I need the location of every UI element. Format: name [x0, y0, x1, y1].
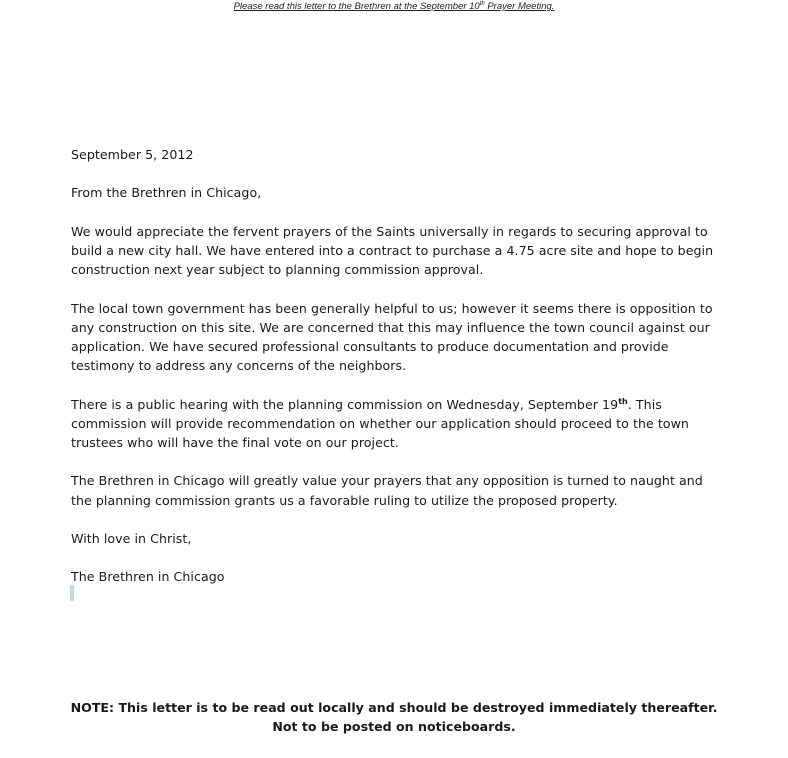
- letter-paragraph-1: We would appreciate the fervent prayers of the Saints universally in regards to securing approval to build a new city hall. We have entered into a contract to purchase a 4.75 acre site and hope to begin construction next year subject to planning commission approval.: [71, 223, 714, 278]
- footer-note-line-2: Not to be posted on noticeboards.: [272, 719, 516, 735]
- footer-note: [0, 698, 788, 736]
- letter-paragraph-3: [71, 395, 721, 453]
- letter-paragraph-4: The Brethren in Chicago will greatly value your prayers that any opposition is turned to naught and the planning commission grants us a favorable ruling to utilize the proposed property.: [71, 473, 703, 508]
- footer-note-line-1: NOTE: This letter is to be read out locally and should be destroyed immediately thereafter.: [70, 700, 718, 715]
- letter-body: [71, 145, 721, 587]
- letter-closing: With love in Christ,: [71, 530, 192, 546]
- letter-salutation: From the Brethren in Chicago,: [71, 185, 262, 201]
- letter-paragraph-3-ordinal: th: [618, 396, 628, 406]
- header-instruction-prefix: Please read this letter to the Brethren at the September 10: [233, 1, 480, 12]
- letter-paragraph-2: The local town government has been generally helpful to us; however it seems there is opposition to any construction on this site. We are concerned that this may influence the town council against our application. We have secured professional consultants to produce documentation and provide testimony to address any concerns of the neighbors.: [71, 300, 713, 374]
- letter-paragraph-3-suffix: . This commission will provide recommendation on whether our application should proceed to the town trustees who will have the final vote on our project.: [71, 396, 689, 450]
- text-cursor[interactable]: [70, 585, 74, 601]
- header-instruction: [0, 0, 788, 13]
- letter-paragraph-3-prefix: There is a public hearing with the planning commission on Wednesday, September 19: [71, 396, 619, 412]
- header-instruction-suffix: Prayer Meeting.: [484, 1, 555, 12]
- letter-date: September 5, 2012: [71, 147, 194, 162]
- header-instruction-ordinal: th: [479, 0, 485, 7]
- letter-signature: The Brethren in Chicago: [71, 569, 225, 585]
